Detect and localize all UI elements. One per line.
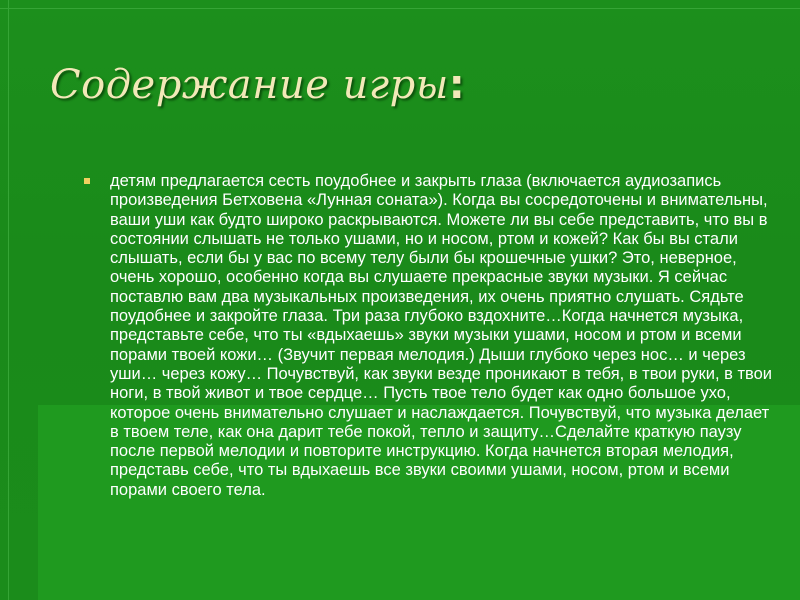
square-bullet-icon (84, 178, 90, 184)
decorative-line-top (0, 8, 800, 9)
slide-title (50, 62, 465, 108)
slide-title-text: Содержание игры (50, 62, 449, 108)
bullet-item (82, 172, 782, 500)
bullet-list (82, 172, 782, 500)
slide-title-colon: : (448, 62, 466, 108)
bullet-text: детям предлагается сесть поудобнее и закрыть глаза (включается аудиозапись произведения Бетховена «Лунная соната»). Когда вы сосредоточены и внимательны, ваши уши как будто широко раскрываются. Можете ли вы себе представить, что вы в состоянии слышать не только ушами, но и носом, ртом и кожей? Как бы вы стали слышать, если бы у вас по всему телу были бы крошечные ушки? Это, неверное, очень хорошо, особенно когда вы слушаете прекрасные звуки музыки. Я сейчас поставлю вам два музыкальных произведения, их очень приятно слушать. Сядьте поудобнее и закройте глаза. Три раза глубоко вздохните…Когда начнется музыка, представьте себе, что ты «вдыхаешь» звуки музыки ушами, носом и ртом и всеми порами твоей кожи… (Звучит первая мелодия.) Дыши глубоко через нос… и через уши… через кожу… Почувствуй, как звуки везде проникают в тебя, в твои руки, в твои ноги, в твой живот и твое сердце… Пусть твое тело будет как одно большое ухо, которое очень внимательно слушает и наслаждается. Почувствуй, что музыка делает в твоем теле, как она дарит тебе покой, тепло и защиту…Сделайте краткую паузу после первой мелодии и повторите инструкцию. Когда начнется вторая мелодия, представь себе, что ты вдыхаешь все звуки своими ушами, носом, ртом и всеми порами своего тела. (110, 172, 773, 499)
decorative-line-left (8, 0, 9, 600)
